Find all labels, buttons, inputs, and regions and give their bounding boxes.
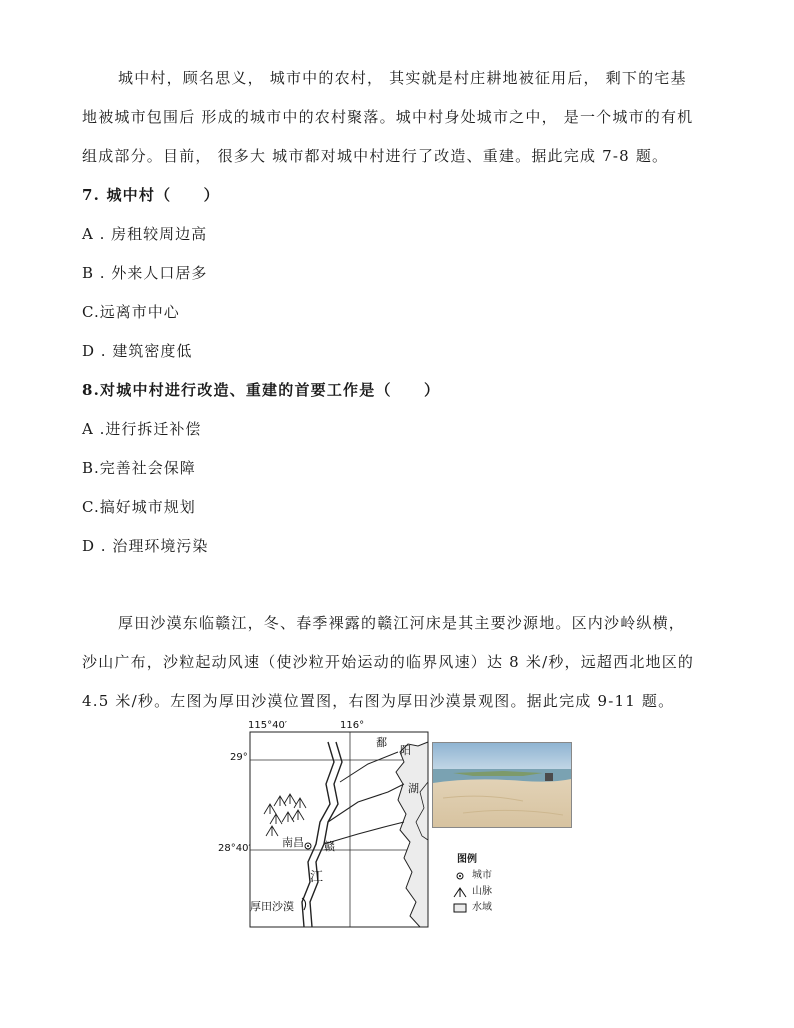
place-po: 鄱	[376, 736, 387, 749]
legend-label-water: 水域	[472, 902, 492, 913]
lat-label-1: 29°	[230, 752, 248, 763]
question-7-option-d: D . 建筑密度低	[82, 342, 193, 360]
place-yang: 阳	[400, 744, 411, 757]
question-8-option-c: C.搞好城市规划	[82, 498, 196, 516]
question-7-stem: 7. 城中村（ ）	[82, 186, 220, 204]
place-gan: 赣	[324, 840, 335, 853]
passage1-line-2: 地被城市包围后 形成的城市中的农村聚落。城中村身处城市之中， 是一个城市的有机	[82, 108, 694, 126]
place-houtian: 厚田沙漠	[250, 900, 294, 913]
city-dot-icon	[453, 870, 467, 882]
lon-label-2: 116°	[340, 720, 365, 731]
question-8-stem: 8.对城中村进行改造、重建的首要工作是（ ）	[82, 381, 441, 399]
lat-label-2: 28°40′	[218, 843, 251, 854]
water-rect-icon	[453, 902, 467, 914]
question-8-option-b: B.完善社会保障	[82, 459, 196, 477]
lon-label-1: 115°40′	[248, 720, 288, 731]
legend-item-city	[453, 868, 492, 884]
question-7-option-b: B . 外来人口居多	[82, 264, 208, 282]
passage2-line-3: 4.5 米/秒。左图为厚田沙漠位置图，右图为厚田沙漠景观图。据此完成 9-11 题。	[82, 692, 675, 710]
legend-label-mountain: 山脉	[472, 886, 492, 897]
legend-item-water	[453, 900, 492, 916]
figure-houtian-desert	[218, 720, 578, 932]
place-nanchang: 南昌	[282, 836, 304, 849]
place-jiang: 江	[310, 870, 324, 885]
legend-title: 图例	[457, 854, 477, 865]
legend-item-mountain	[453, 884, 492, 900]
question-8-option-d: D . 治理环境污染	[82, 537, 209, 555]
place-hu: 湖	[408, 782, 419, 795]
question-8-option-a: A .进行拆迁补偿	[82, 420, 202, 438]
passage2-line-2: 沙山广布，沙粒起动风速（使沙粒开始运动的临界风速）达 8 米/秒，远超西北地区的	[82, 653, 695, 671]
question-7-option-c: C.远离市中心	[82, 303, 180, 321]
mountain-icon	[453, 886, 467, 898]
passage2-line-1: 厚田沙漠东临赣江，冬、春季裸露的赣江河床是其主要沙源地。区内沙岭纵横，	[118, 614, 686, 632]
landscape-photo	[432, 742, 572, 828]
passage1-line-1: 城中村，顾名思义， 城市中的农村， 其实就是村庄耕地被征用后， 剩下的宅基	[118, 69, 687, 87]
passage1-line-3: 组成部分。目前， 很多大 城市都对城中村进行了改造、重建。据此完成 7-8 题。	[82, 147, 669, 165]
map-legend	[453, 852, 492, 916]
legend-label-city: 城市	[472, 870, 492, 881]
question-7-option-a: A . 房租较周边高	[82, 225, 208, 243]
